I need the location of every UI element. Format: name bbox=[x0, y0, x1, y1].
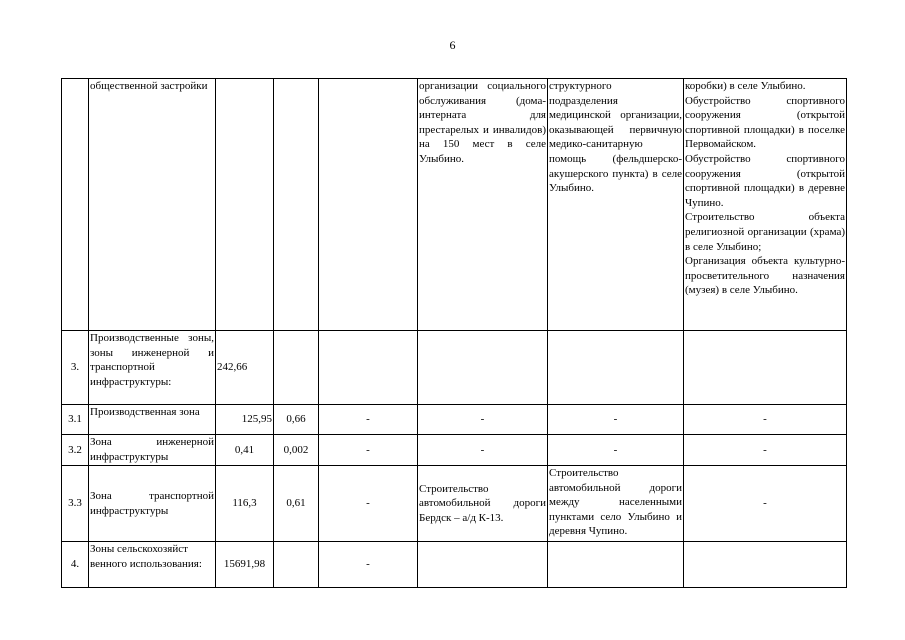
settlement-objects: - bbox=[684, 466, 847, 542]
other-objects bbox=[548, 542, 684, 588]
row-number: 3.3 bbox=[62, 466, 89, 542]
zone-area: 125,95 bbox=[216, 405, 274, 435]
row-number: 3.2 bbox=[62, 435, 89, 466]
zone-name: общественной застройки bbox=[89, 79, 216, 331]
page-number: 6 bbox=[449, 38, 456, 52]
settlement-objects: - bbox=[684, 435, 847, 466]
zones-table bbox=[61, 78, 847, 588]
row-number bbox=[62, 79, 89, 331]
municipal-district-objects bbox=[418, 542, 548, 588]
table-row bbox=[62, 435, 847, 466]
table-row bbox=[62, 331, 847, 405]
other-objects: - bbox=[548, 405, 684, 435]
row-number: 3.1 bbox=[62, 405, 89, 435]
municipal-district-objects bbox=[418, 331, 548, 405]
regional-objects bbox=[319, 79, 418, 331]
settlement-object-item: коробки) в селе Улыбино. bbox=[685, 80, 806, 92]
zone-percent bbox=[274, 331, 319, 405]
zone-area bbox=[216, 79, 274, 331]
settlement-objects bbox=[684, 331, 847, 405]
zone-percent: 0,66 bbox=[274, 405, 319, 435]
zone-name: Производственные зоны, зоны инженерной и транспортной инфраструктуры: bbox=[89, 331, 216, 405]
zone-percent bbox=[274, 79, 319, 331]
municipal-district-objects: - bbox=[418, 435, 548, 466]
settlement-object-item: Строительство объекта религиозной организации (храма) в селе Улыбино; bbox=[685, 211, 845, 253]
table-row bbox=[62, 466, 847, 542]
municipal-district-objects: - bbox=[418, 405, 548, 435]
row-number: 4. bbox=[62, 542, 89, 588]
zone-area: 15691,98 bbox=[216, 542, 274, 588]
other-objects: структурного подразделения медицинской организации, оказывающей первичную медико-санитарную помощь (фельдшерско-акушерского пункта) в селе Улыбино. bbox=[548, 79, 684, 331]
row-number: 3. bbox=[62, 331, 89, 405]
zone-percent bbox=[274, 542, 319, 588]
regional-objects: - bbox=[319, 405, 418, 435]
zone-area: 116,3 bbox=[216, 466, 274, 542]
regional-objects bbox=[319, 331, 418, 405]
settlement-objects: - bbox=[684, 405, 847, 435]
settlement-object-item: Организация объекта культурно-просветительного назначения (музея) в селе Улыбино. bbox=[685, 255, 845, 297]
other-objects: - bbox=[548, 435, 684, 466]
zone-percent: 0,002 bbox=[274, 435, 319, 466]
table-row bbox=[62, 79, 847, 331]
zone-name: Зоны сельскохозяйст венного использования: bbox=[89, 542, 216, 588]
municipal-district-objects: организации социального обслуживания (дома-интерната для престарелых и инвалидов) на 150 мест в селе Улыбино. bbox=[418, 79, 548, 331]
table-row bbox=[62, 405, 847, 435]
zone-percent: 0,61 bbox=[274, 466, 319, 542]
zone-name: Производственная зона bbox=[89, 405, 216, 435]
settlement-objects bbox=[684, 79, 847, 331]
table-row bbox=[62, 542, 847, 588]
zone-area: 242,66 bbox=[216, 331, 274, 405]
regional-objects: - bbox=[319, 466, 418, 542]
settlement-object-item: Обустройство спортивного сооружения (открытой спортивной площадки) в поселке Первомайском. bbox=[685, 94, 845, 151]
zone-name: Зона инженерной инфраструктуры bbox=[89, 435, 216, 466]
other-objects bbox=[548, 331, 684, 405]
regional-objects: - bbox=[319, 435, 418, 466]
other-objects: Строительство автомобильной дороги между населенными пунктами село Улыбино и деревня Чупино. bbox=[548, 466, 684, 542]
settlement-object-item: Обустройство спортивного сооружения (открытой спортивной площадки) в деревне Чупино. bbox=[685, 152, 845, 209]
regional-objects: - bbox=[319, 542, 418, 588]
zone-name: Зона транспортной инфраструктуры bbox=[89, 466, 216, 542]
settlement-objects bbox=[684, 542, 847, 588]
municipal-district-objects: Строительство автомобильной дороги Бердск – а/д К-13. bbox=[418, 466, 548, 542]
zone-area: 0,41 bbox=[216, 435, 274, 466]
